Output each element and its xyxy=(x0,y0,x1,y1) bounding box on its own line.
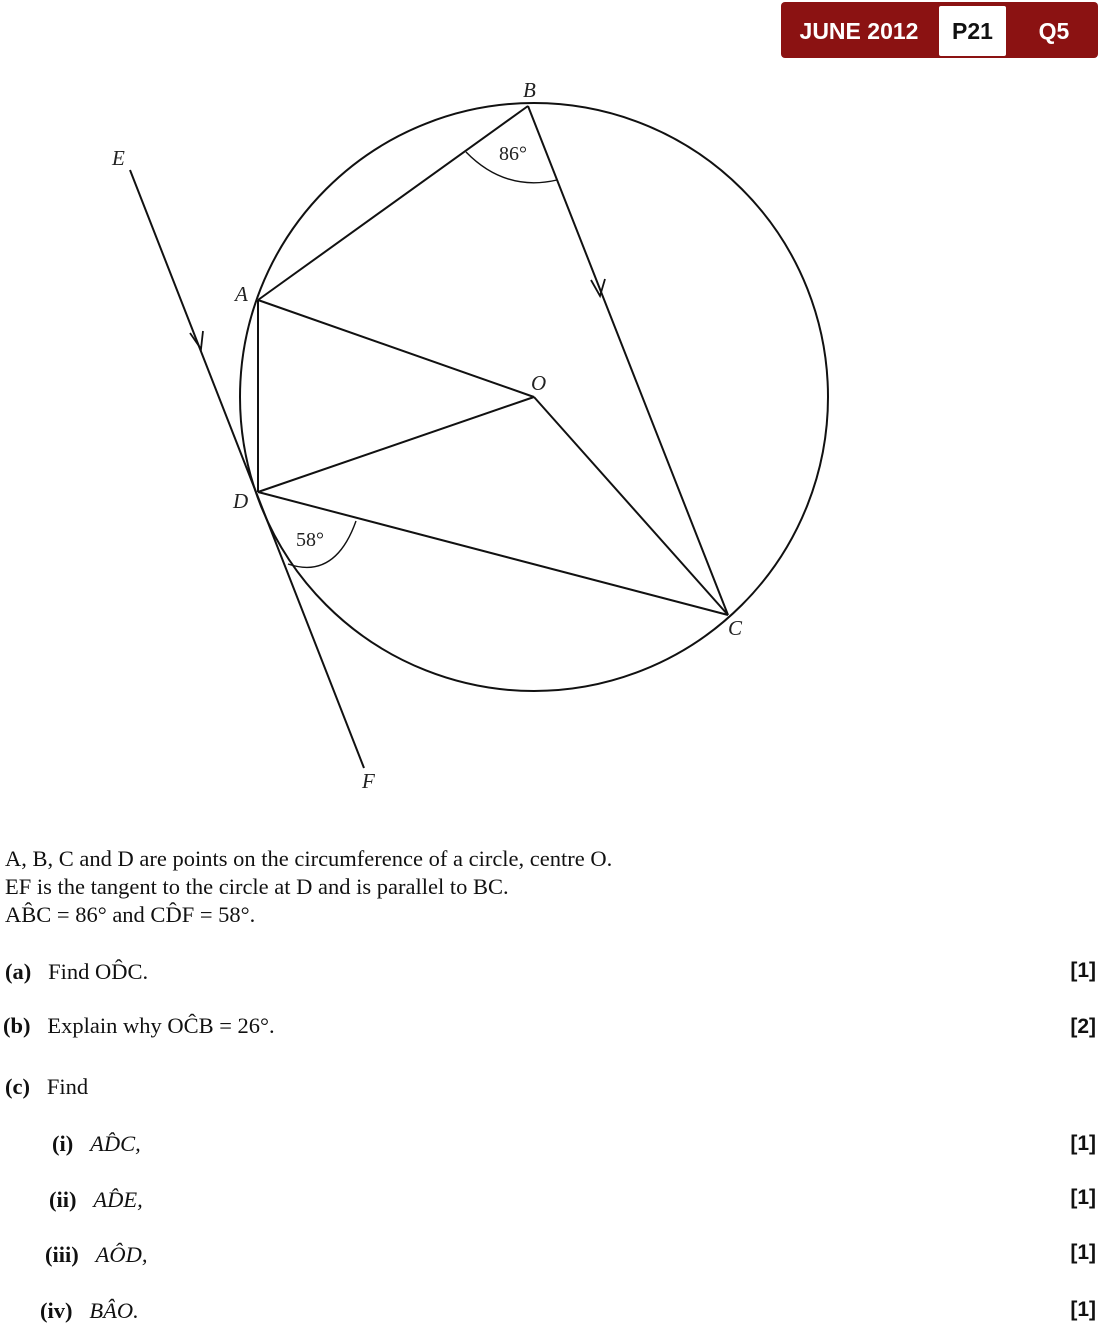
part-c-iii-number: (iii) xyxy=(45,1242,79,1267)
question-number: Q5 xyxy=(1038,17,1070,44)
part-a-marks: [1] xyxy=(1070,959,1096,982)
radius-od xyxy=(258,397,534,492)
part-c-iii-marks: [1] xyxy=(1070,1241,1096,1264)
label-a: A xyxy=(235,282,248,306)
part-c xyxy=(5,1074,88,1100)
chord-ab xyxy=(258,106,528,300)
part-c-ii xyxy=(49,1187,143,1213)
part-c-i-number: (i) xyxy=(52,1131,74,1156)
chord-bc xyxy=(528,106,728,615)
stem-line-2: EF is the tangent to the circle at D and is parallel to BC. xyxy=(5,874,509,899)
part-c-iv xyxy=(40,1298,139,1324)
part-c-number: (c) xyxy=(5,1074,30,1099)
part-c-ii-marks: [1] xyxy=(1070,1186,1096,1209)
label-f: F xyxy=(362,769,375,793)
part-c-i xyxy=(52,1131,141,1157)
part-c-iv-marks: [1] xyxy=(1070,1298,1096,1321)
radius-oc xyxy=(534,397,728,615)
label-b: B xyxy=(523,78,536,102)
part-c-iv-number: (iv) xyxy=(40,1298,73,1323)
paper-number: P21 xyxy=(939,6,1006,56)
question-badge xyxy=(781,2,1098,58)
circle-diagram xyxy=(0,60,860,800)
part-c-iv-text: BÂO. xyxy=(89,1298,139,1323)
part-a-number: (a) xyxy=(5,959,32,984)
part-b-number: (b) xyxy=(3,1013,31,1038)
exam-date: JUNE 2012 xyxy=(799,17,919,44)
part-c-ii-text: AD̂E, xyxy=(93,1187,143,1212)
stem-line-1: A, B, C and D are points on the circumference of a circle, centre O. xyxy=(5,846,613,871)
stem-line-3: AB̂C = 86° and CD̂F = 58°. xyxy=(5,902,256,927)
part-b xyxy=(3,1013,275,1039)
angle-label-b: 86° xyxy=(499,143,527,165)
question-stem xyxy=(5,845,612,929)
part-c-iii xyxy=(45,1242,148,1268)
tangent-line-ef xyxy=(130,170,364,768)
angle-label-d: 58° xyxy=(296,529,324,551)
label-e: E xyxy=(112,146,125,170)
label-d: D xyxy=(233,489,249,513)
chord-dc xyxy=(258,492,728,615)
part-c-i-text: AD̂C, xyxy=(90,1131,141,1156)
part-c-iii-text: AÔD, xyxy=(95,1242,148,1267)
part-b-text: Explain why OĈB = 26°. xyxy=(47,1013,275,1038)
part-c-text: Find xyxy=(46,1074,89,1099)
label-c: C xyxy=(728,616,743,640)
part-c-i-marks: [1] xyxy=(1070,1132,1096,1155)
radius-oa xyxy=(258,300,534,397)
part-a xyxy=(5,959,148,985)
label-o: O xyxy=(531,371,547,395)
part-c-ii-number: (ii) xyxy=(49,1187,77,1212)
part-a-text: Find OD̂C. xyxy=(48,959,149,984)
part-b-marks: [2] xyxy=(1070,1015,1096,1038)
